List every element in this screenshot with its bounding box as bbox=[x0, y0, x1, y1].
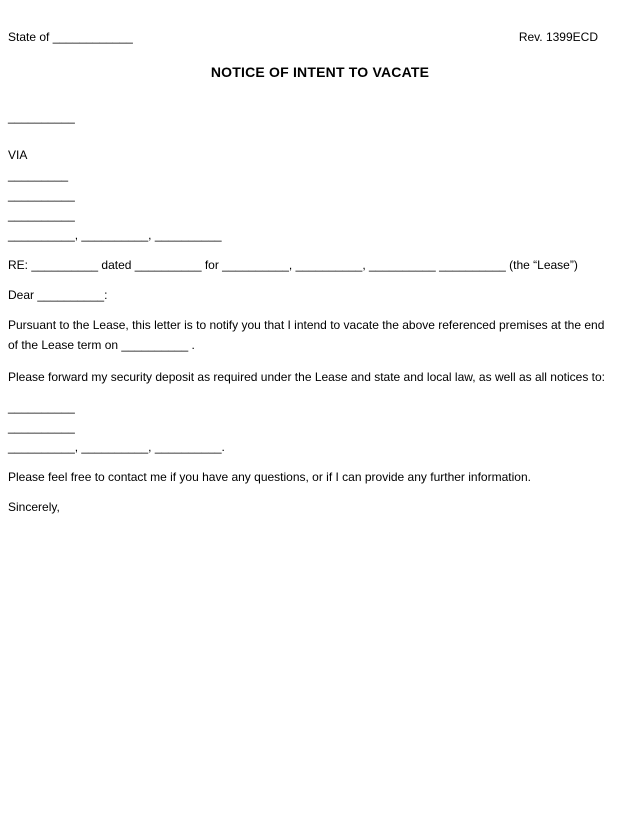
recipient-address-block bbox=[8, 165, 640, 245]
closing-salutation: Sincerely, bbox=[8, 500, 60, 514]
vacate-paragraph-line-1: Pursuant to the Lease, this letter is to notify you that I intend to vacate the above referenced premises at the end bbox=[8, 318, 605, 332]
vacate-paragraph-line-2: of the Lease term on __________ . bbox=[8, 338, 195, 352]
recipient-address-blank-2: __________ bbox=[8, 208, 75, 222]
forwarding-address-blank-2: __________ bbox=[8, 420, 75, 434]
recipient-name-blank: _________ bbox=[8, 168, 69, 182]
via-label: VIA bbox=[8, 148, 28, 162]
recipient-address-blank-1: __________ bbox=[8, 188, 75, 202]
letter-date-blank: __________ bbox=[8, 110, 75, 124]
forwarding-city-state-zip-blanks: __________, __________, __________. bbox=[8, 440, 225, 454]
contact-paragraph: Please feel free to contact me if you have any questions, or if I can provide any further information. bbox=[8, 470, 531, 484]
vacate-paragraph bbox=[8, 315, 640, 355]
state-of-field: State of ____________ bbox=[8, 30, 133, 44]
re-subject-line: RE: __________ dated __________ for __________, __________, __________ __________ (the “Lease”) bbox=[8, 258, 578, 272]
deposit-paragraph: Please forward my security deposit as required under the Lease and state and local law, as well as all notices to: bbox=[8, 370, 605, 384]
document-header bbox=[8, 27, 640, 47]
document-title: NOTICE OF INTENT TO VACATE bbox=[210, 64, 430, 80]
salutation: Dear __________: bbox=[8, 288, 108, 302]
forwarding-address-blank-1: __________ bbox=[8, 400, 75, 414]
recipient-city-state-zip-blanks: __________, __________, __________ bbox=[8, 228, 222, 242]
forwarding-address-block bbox=[8, 397, 640, 457]
revision-label: Rev. 1399ECD bbox=[518, 30, 598, 44]
